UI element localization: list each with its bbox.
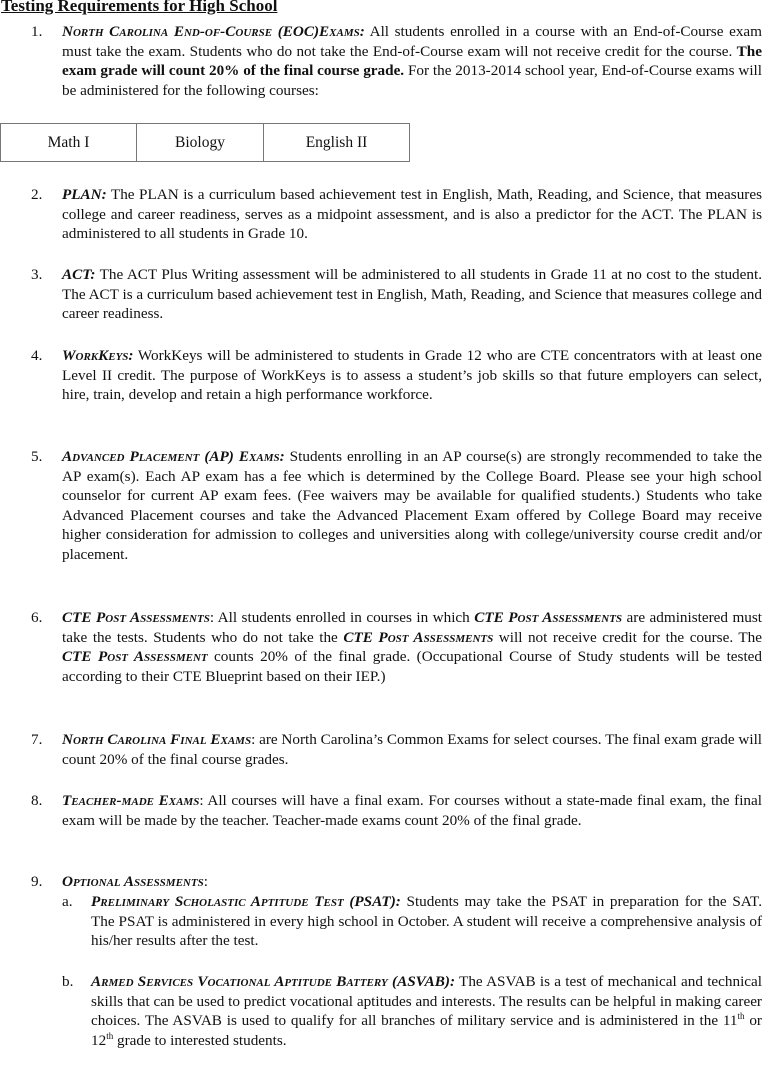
item-text [62,346,762,405]
item-number: 9. [31,873,43,890]
item-body: Students enrolling in an AP course(s) are strongly recommended to take the AP exam(s). Each AP exam has a fee which is determined by the College Board. Please see your high school counselor for current AP exam fees. (Fee waivers may be available for qualified students.) Students who take Advanced Placement courses and take the Advanced Placement Exam offered by College Board may receive higher consideration for admission to colleges and universities along with college/university course credit and/or placement. [62,448,762,563]
item-number: 2. [31,186,43,203]
sub-item-text [91,892,762,951]
item-number: 7. [31,731,43,748]
item-body: : [203,873,208,890]
sub-item-body: grade to interested students. [113,1031,287,1049]
course-cell: Biology [137,124,264,162]
item-text [62,872,762,892]
course-cell: Math I [1,124,137,162]
superscript: th [737,1011,745,1022]
item-text [62,447,762,565]
sub-item-letter: a. [62,893,73,910]
item-body-continued: For the 2013-2014 school year, End-of-Course exams will be administered for the following courses: [62,62,762,99]
sub-item-text [91,972,762,1050]
item-body: The ACT Plus Writing assessment will be administered to all students in Grade 11 at no cost to the student. The ACT is a curriculum based achievement test in English, Math, Reading, and Science that measures college and career readiness. [62,266,762,323]
item-text [62,22,762,100]
item-text [62,185,762,244]
item-title: North Carolina End-of-Course (EOC)Exams: [62,23,365,40]
item-body: The PLAN is a curriculum based achievement test in English, Math, Reading, and Science, that measures college and career readiness, serves as a midpoint assessment, and is also a predictor for the ACT. The PLAN is administered to all students in Grade 10. [62,186,762,243]
item-number: 3. [31,266,43,283]
item-text [62,265,762,324]
item-body: All students enrolled in a course with an End-of-Course exam must take the exam. Students who do not take the End-of-Course exam will not receive credit for the course. [62,23,762,60]
sub-item-title: Armed Services Vocational Aptitude Battery (ASVAB): [91,973,456,990]
course-cell: English II [264,124,410,162]
item-title: ACT: [62,266,96,283]
sub-item-title: Preliminary Scholastic Aptitude Test (PSAT): [91,893,401,910]
item-emphasis: CTE Post Assessment [62,648,208,666]
item-emphasis: CTE Post Assessments [474,609,623,626]
sub-item-body: The ASVAB is a test of mechanical and technical skills that can be used to predict vocational aptitudes and interests. The results can be helpful in making career choices. The ASVAB is used to qualify for all branches of military service and is administered in the 11 [91,973,763,1030]
item-emphasis: CTE Post Assessments [343,628,494,646]
item-emphasis: The exam grade will count 20% of the final course grade. [62,42,762,80]
item-title: Optional Assessments [62,873,204,890]
item-body: counts 20% of the final grade. (Occupational Course of Study students will be tested according to their CTE Blueprint based on their IEP.) [62,648,762,685]
superscript: th [106,1030,114,1041]
sub-item-letter: b. [62,973,74,990]
item-body: are administered must take the tests. Students who do not take the [62,609,763,646]
item-body: : All courses will have a final exam. For courses without a state-made final exam, the final exam will be made by the teacher. Teacher-made exams count 20% of the final grade. [62,792,762,829]
item-title: Teacher-made Exams [62,792,200,809]
item-number: 6. [31,609,43,626]
item-text [62,608,762,686]
item-body: : are North Carolina’s Common Exams for select courses. The final exam grade will count 20% of the final course grades. [62,731,763,768]
item-title: PLAN: [62,186,107,203]
item-title: Advanced Placement (AP) Exams: [62,448,285,465]
item-text [62,791,762,830]
item-body: : All students enrolled in courses in which [209,609,475,626]
item-number: 1. [31,23,43,40]
item-text [62,730,762,769]
item-title: WorkKeys: [62,347,134,364]
sub-item-body: or 12 [91,1012,762,1049]
item-number: 8. [31,792,43,809]
item-body: will not receive credit for the course. The [493,628,762,646]
item-title: CTE Post Assessments [62,609,210,626]
item-title: North Carolina Final Exams [62,731,252,748]
item-number: 4. [31,347,43,364]
sub-item-body: Students may take the PSAT in preparation for the SAT. The PSAT is administered in every high school in October. A student will receive a comprehensive analysis of his/her results after the test. [91,893,762,950]
page-title: Testing Requirements for High School [1,0,278,15]
item-body: WorkKeys will be administered to students in Grade 12 who are CTE concentrators with at least one Level II credit. The purpose of WorkKeys is to assess a student’s job skills so that future employers can select, hire, train, develop and retain a high performance workforce. [62,347,762,404]
item-number: 5. [31,448,43,465]
eoc-courses-table [0,123,410,162]
table-row [1,124,410,162]
